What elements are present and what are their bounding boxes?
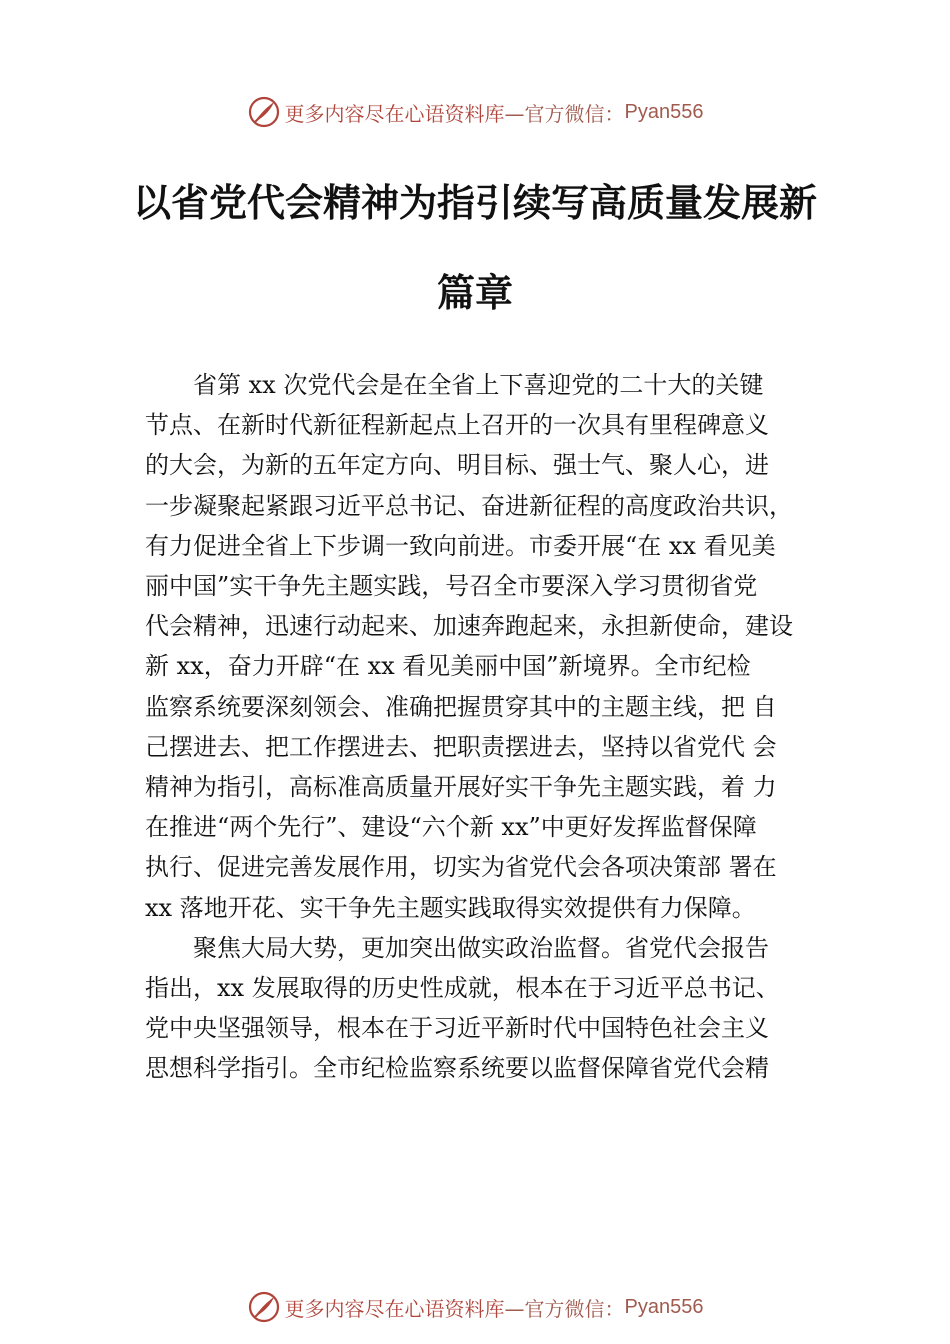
quill-logo-icon bbox=[247, 95, 281, 129]
body-line: 的大会，为新的五年定方向、明目标、强士气、聚人心，进 bbox=[145, 451, 769, 480]
watermark-wechat-id: Pyan556 bbox=[624, 1295, 704, 1318]
document-title-line-1: 以省党代会精神为指引续写高质量发展新 bbox=[132, 180, 817, 225]
watermark-main-text: 更多内容尽在心语资料库 bbox=[284, 1296, 505, 1321]
body-line: 聚焦大局大势，更加突出做实政治监督。省党代会报告 bbox=[145, 933, 769, 962]
watermark-main-text: 更多内容尽在心语资料库 bbox=[284, 101, 505, 126]
footer-watermark bbox=[0, 1290, 950, 1324]
body-line: 精神为指引，高标准高质量开展好实干争先主题实践，着 力 bbox=[145, 773, 777, 801]
body-line: 思想科学指引。全市纪检监察系统要以监督保障省党代会精 bbox=[145, 1054, 769, 1083]
watermark-wechat-id: Pyan556 bbox=[624, 100, 704, 123]
watermark-sub-text: —官方微信： bbox=[504, 101, 625, 126]
body-line: 新 xx，奋力开辟“在 xx 看见美丽中国”新境界。全市纪检 bbox=[145, 652, 751, 681]
document-title-line-2: 篇章 bbox=[436, 270, 513, 315]
quill-logo-icon bbox=[247, 1290, 281, 1324]
body-line: 指出，xx 发展取得的历史性成就，根本在于习近平总书记、 bbox=[145, 974, 780, 1002]
body-line: 节点、在新时代新征程新起点上召开的一次具有里程碑意义 bbox=[145, 411, 769, 440]
body-line: 监察系统要深刻领会、准确把握贯穿其中的主题主线，把 自 bbox=[145, 692, 777, 721]
body-line: 执行、促进完善发展作用，切实为省党代会各项决策部 署在 bbox=[145, 853, 777, 882]
body-line: xx 落地开花、实干争先主题实践取得实效提供有力保障。 bbox=[145, 893, 756, 922]
body-line: 党中央坚强领导，根本在于习近平新时代中国特色社会主义 bbox=[145, 1014, 769, 1043]
body-line: 有力促进全省上下步调一致向前进。市委开展“在 xx 看见美 bbox=[145, 531, 776, 560]
body-line: 省第 xx 次党代会是在全省上下喜迎党的二十大的关键 bbox=[145, 371, 764, 399]
body-line: 一步凝聚起紧跟习近平总书记、奋进新征程的高度政治共识， bbox=[145, 491, 793, 520]
body-line: 丽中国”实干争先主题实践，号召全市要深入学习贯彻省党 bbox=[145, 572, 758, 600]
body-line: 己摆进去、把工作摆进去、把职责摆进去，坚持以省党代 会 bbox=[145, 732, 777, 761]
body-line: 在推进“两个先行”、建设“六个新 xx”中更好发挥监督保障 bbox=[145, 813, 757, 842]
header-watermark bbox=[0, 95, 950, 129]
body-line: 代会精神，迅速行动起来、加速奔跑起来，永担新使命，建设 bbox=[145, 612, 793, 641]
watermark-sub-text: —官方微信： bbox=[504, 1296, 625, 1321]
